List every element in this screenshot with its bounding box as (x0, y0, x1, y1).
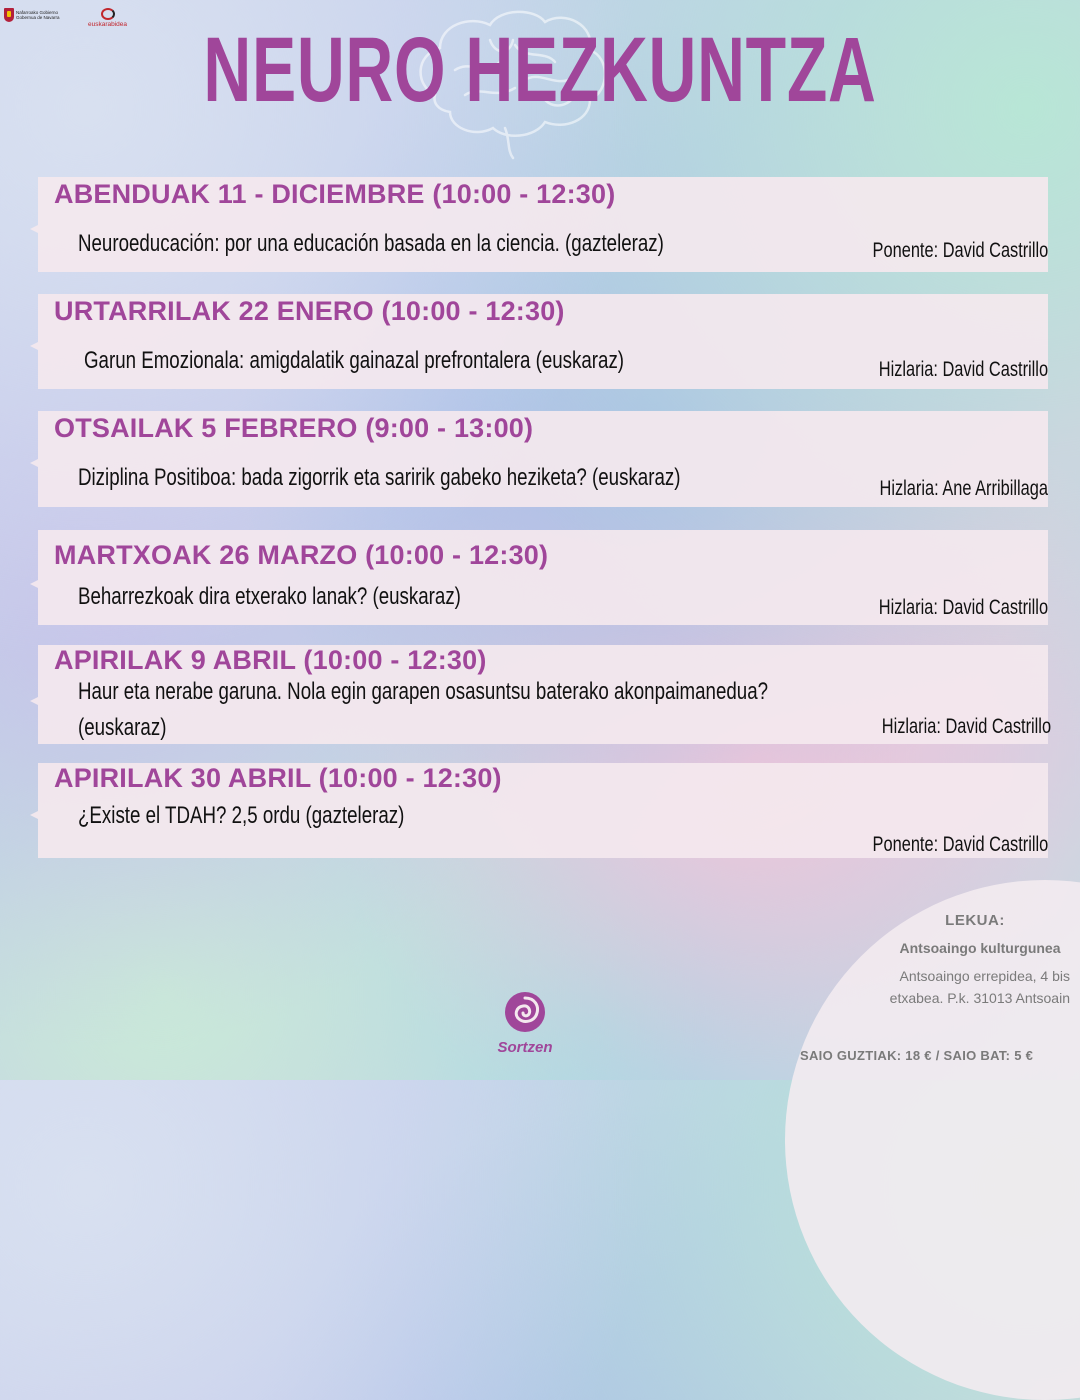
session-card-6 (38, 763, 1048, 858)
session-card-2 (38, 294, 1048, 389)
session-card-3 (38, 411, 1048, 507)
card-notch (30, 342, 38, 350)
session-date: ABENDUAK 11 - DICIEMBRE (10:00 - 12:30) (54, 179, 616, 209)
navarra-shield-icon (4, 8, 14, 22)
sponsor-logos (4, 8, 127, 28)
session-talk: Diziplina Positiboa: bada zigorrik eta saririk gabeko heziketa? (euskaraz) (78, 464, 681, 491)
session-talk: Haur eta nerabe garuna. Nola egin garapen osasuntsu baterako akonpaimanedua? (78, 678, 769, 705)
sortzen-spiral-icon (503, 990, 547, 1034)
session-speaker: Hizlaria: David Castrillo (878, 596, 1048, 619)
location-address (870, 965, 1070, 1009)
session-talk: Garun Emozionala: amigdalatik gainazal prefrontalera (euskaraz) (84, 347, 625, 374)
page-title: NEURO HEZKUNTZA (203, 19, 877, 121)
card-notch (30, 459, 38, 467)
session-speaker: Ponente: David Castrillo (872, 833, 1048, 856)
card-notch (30, 811, 38, 819)
session-date: OTSAILAK 5 FEBRERO (9:00 - 13:00) (54, 413, 534, 443)
location-address-line1: Antsoaingo errepidea, 4 bis (899, 968, 1070, 984)
sortzen-logo (490, 990, 560, 1056)
session-talk-line2: (euskaraz) (78, 714, 167, 741)
session-talk: Neuroeducación: por una educación basada en la ciencia. (gazteleraz) (78, 230, 664, 257)
location-address-line2: etxabea. P.k. 31013 Antsoain (889, 990, 1070, 1006)
session-date: MARTXOAK 26 MARZO (10:00 - 12:30) (54, 540, 549, 570)
euskarabidea-logo-text: euskarabidea (88, 21, 128, 28)
prices-text: SAIO GUZTIAK: 18 € / SAIO BAT: 5 € (800, 1048, 1034, 1063)
location-name: Antsoaingo kulturgunea (899, 940, 1061, 956)
session-talk: Beharrezkoak dira etxerako lanak? (euskaraz) (78, 583, 461, 610)
euskarabidea-logo (88, 8, 127, 28)
card-notch (30, 225, 38, 233)
info-circle-background (785, 880, 1080, 1400)
navarra-logo-text: Nafarroako Gobierno Gobernua de Navarra (16, 10, 60, 20)
session-date: APIRILAK 30 ABRIL (10:00 - 12:30) (54, 763, 502, 793)
session-speaker: Hizlaria: Ane Arribillaga (879, 477, 1048, 500)
card-notch (30, 580, 38, 588)
navarra-logo (4, 8, 74, 22)
session-speaker: Hizlaria: David Castrillo (881, 715, 1051, 738)
session-date: APIRILAK 9 ABRIL (10:00 - 12:30) (54, 645, 487, 675)
session-talk: ¿Existe el TDAH? 2,5 ordu (gazteleraz) (78, 802, 405, 829)
session-date: URTARRILAK 22 ENERO (10:00 - 12:30) (54, 296, 565, 326)
euskarabidea-mark-icon (101, 8, 115, 20)
location-label: LEKUA: (945, 912, 1005, 929)
sortzen-logo-text: Sortzen (497, 1039, 553, 1056)
session-card-1 (38, 177, 1048, 272)
card-notch (30, 697, 38, 705)
session-card-4 (38, 530, 1048, 625)
session-speaker: Hizlaria: David Castrillo (878, 358, 1048, 381)
session-speaker: Ponente: David Castrillo (872, 239, 1048, 262)
session-card-5 (38, 645, 1051, 744)
